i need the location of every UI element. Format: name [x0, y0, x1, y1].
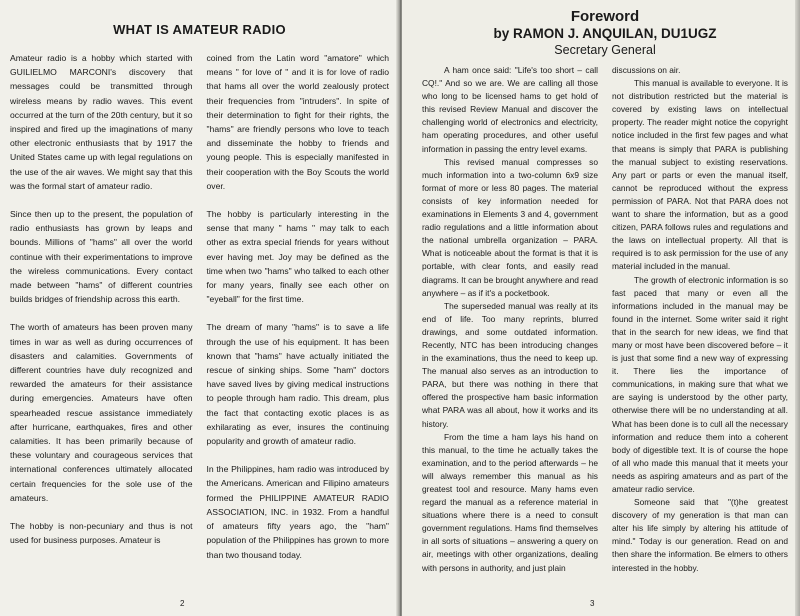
page-number: 2: [180, 599, 185, 608]
left-page: [0, 0, 399, 616]
paragraph: From the time a ham lays his hand on this manual, to the time he actually takes the examination, and to the period afterwards – he will always remember this manual as his greatest tool and resource. Many hams even regard the manual as a reference material in situations where there is a need to consult government regulations. Hams find themselves in all sorts of situations – answering a query on air, meetings with other organizations, dealing with persons in authority, and just plain: [422, 431, 598, 573]
paragraph: discussions on air.: [612, 65, 681, 75]
paragraph: The dream of many "hams" is to save a life through the use of his equipment. It has been known that "hams" have actually initiated the rescue of sinking ships. Some "ham" doctors have saved lives by giving medical instructions to people through ham radio. This dream, plus the fact that contacting exotic places is as exhilarating as ever, insures the continuing popularity and growth of amateur radio.: [206, 322, 389, 447]
left-column-2: [207, 51, 390, 576]
paragraph: Amateur radio is a hobby which started with GUILIELMO MARCONI's discovery that messages could be transmitted through wireless means by radio waves. This event occurred at the turn of the 20th century, but it so inspired and fired up the imaginations of many other electronic enthusiasts that by 1917 the United States came up with legal regulations on the use of the air waves. We might say that this was the formal start of amateur radio.: [10, 53, 193, 191]
paragraph: Someone said that "(t)he greatest discovery of my generation is that man can alter his life simply by altering his attitude of mind." Today is our generation. Read on and then share the information. Be elmers to others interested in the hobby.: [612, 497, 788, 573]
paragraph: Since then up to the present, the population of radio enthusiasts has grown by leaps and bounds. Millions of "hams" all over the world continue with their experimentations to improve the wireless communications. Every contact made between "hams" of different countries builds bridges of friendship across this earth.: [10, 209, 193, 305]
paragraph: The superseded manual was really at its end of life. Too many reprints, blurred drawings, and some outdated information. Recently, NTC has been introducing changes in the examinations, thus the need to keep up. The manual also serves as an introduction to PARA, but there was nothing in there that offered the prospective ham basic information what PARA was all about, how it works and its history.: [422, 300, 598, 429]
paragraph: This manual is available to everyone. It is not distribution restricted but the material is covered by existing laws on intellectual property. The reader might notice the copyright notice included in the first few pages and what that means is simply that PARA is publishing the manual subject to existing reservations. Any part or parts or even the manual itself, cannot be reproduced without the express permission of PARA. Not that PARA does not want to share the information, but as a good citizen, PARA follows rules and regulations and the laws on intellectual property. All that is required is to ask permission for the use of any material included in the manual.: [612, 78, 788, 272]
paragraph: In the Philippines, ham radio was introduced by the Americans. American and Filipino amateurs formed the PHILIPPINE AMATEUR RADIO ASSOCIATION, INC. in 1932. From a handful of amateurs fifty years ago, the "ham" population of the Philippines has grown to more than two thousand today.: [206, 464, 389, 560]
right-column-2: [612, 64, 788, 575]
right-column-1: [422, 64, 598, 575]
left-columns: [10, 51, 389, 576]
paragraph: coined from the Latin word "amatore" which means " for love of " and it is for love of radio that hams all over the world zealously protect their frequencies from "intruders". In spite of their determination to fight for their rights, the "hams" are friendly persons who love to teach and disseminate the hobby to friends and young people. This is especially manifested in their cooperation with the Boy Scouts the world over.: [206, 53, 389, 191]
author-role: Secretary General: [554, 43, 656, 57]
page-number: 3: [590, 599, 595, 608]
paragraph: The hobby is particularly interesting in the sense that many " hams " may talk to each other as extra special friends for years without ever having met. Joy may be defined as the time when two "hams" who talked to each other for many years, finally see each other on "eyeball" for the first time.: [206, 209, 389, 305]
page-edge: [795, 0, 800, 616]
foreword-author: by RAMON J. ANQUILAN, DU1UGZ: [493, 26, 717, 41]
paragraph: The worth of amateurs has been proven many times in war as well as during occurrences of disasters and calamities. Governments of different countries have duly recognized and rewarded the amateurs for their assistance during emergencies. Amateurs have often spearheaded rescue assistance immediately after hurricane, earthquakes, fires and other calamities. It has been primarily because of these voluntary and courageous services that international conferences ultimately allocated certain frequencies for the sole use of the amateurs.: [10, 322, 193, 503]
right-columns: [422, 64, 788, 575]
paragraph: The hobby is non-pecuniary and thus is not used for business purposes. Amateur is: [10, 521, 193, 546]
page-title: WHAT IS AMATEUR RADIO: [113, 22, 286, 37]
foreword-title: Foreword: [570, 8, 640, 25]
paragraph: A ham once said: "Life's too short – call CQ!." And so we are. We are calling all those who long to be licensed hams to get hold of this revised Review Manual and discover the challenging world of electronics and electricity, ham operating procedures, and other useful information in passing the entry level exams.: [422, 65, 598, 154]
paragraph: The growth of electronic information is so fast paced that many or even all the informations included in the manual may be found in the internet. Some writer said it right that in the search for new ideas, we find that many or most have been discovered before – it is just that some find a new way of expressing it. There lies the importance of communications, in making sure that what we are saying is understood by the other party, otherwise there will be no understanding at all. What has been done is to cull all the necessary information and reduce them into a coherent body of digestible text. It is of course the hope of all who made this manual that it meets your needs as aspiring amateurs and as part of the amateur radio service.: [612, 274, 788, 494]
left-column-1: [10, 51, 193, 576]
paragraph: This revised manual compresses so much information into a two-column 6x9 size format of more or less 80 pages. The material consists of key information needed for examinations in Elements 3 and 4, government radio regulations and a little information about the national umbrella organization – PARA. What is noticeable about the format is that it is portable, with clear fonts, and easily read diagrams. It can be brought anywhere and read anywhere – as if it's a pocketbook.: [422, 156, 598, 298]
right-page: [402, 0, 800, 616]
